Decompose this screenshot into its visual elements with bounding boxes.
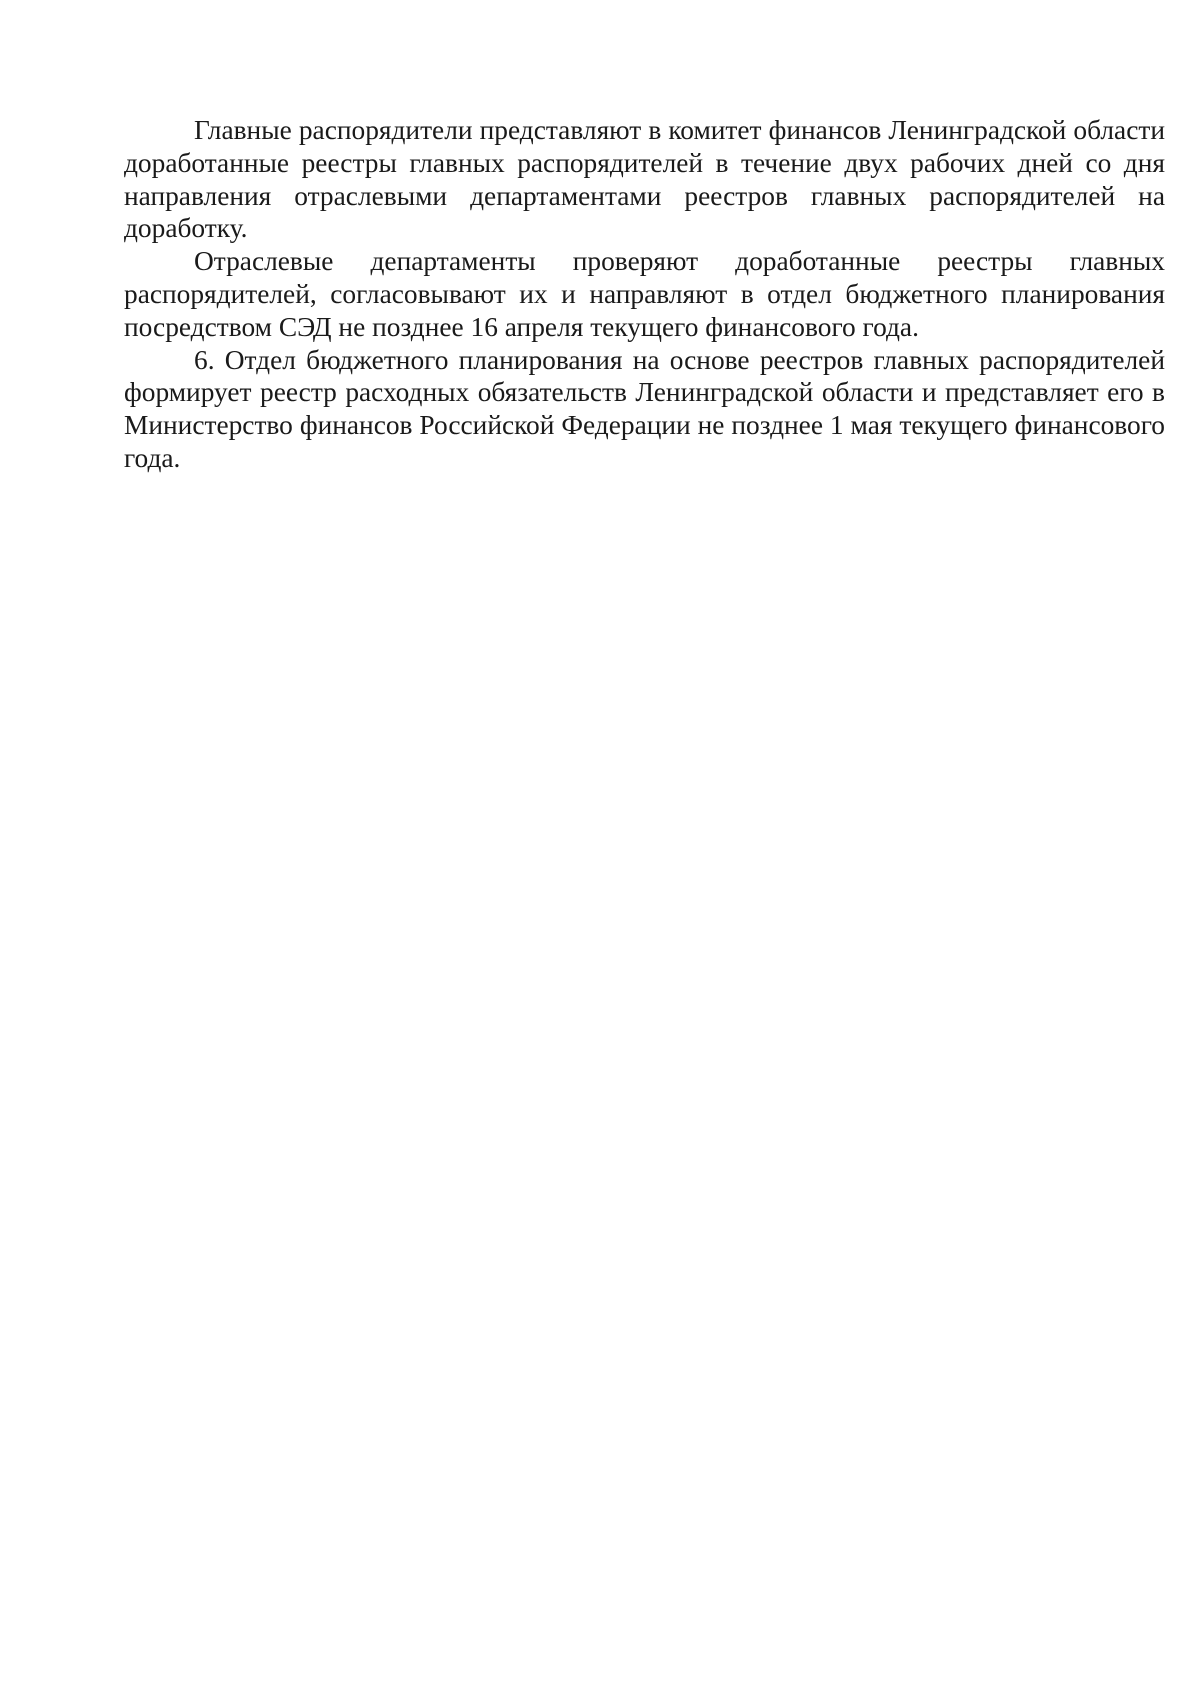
paragraph-departments-review: Отраслевые департаменты проверяют доработанные реестры главных распорядителей, согласовывают их и направляют в отдел бюджетного планирования посредством СЭД не позднее 16 апреля текущего финансового года.: [124, 246, 1165, 342]
paragraph-item-6: 6. Отдел бюджетного планирования на основе реестров главных распорядителей формирует реестр расходных обязательств Ленинградской области и представляет его в Министерство финансов Российской Федерации не позднее 1 мая текущего финансового года.: [124, 344, 1165, 473]
paragraph-registers-submission: Главные распорядители представляют в комитет финансов Ленинградской области доработанные реестры главных распорядителей в течение двух рабочих дней со дня направления отраслевыми департаментами реестров главных распорядителей на доработку.: [124, 115, 1165, 244]
document-body: [124, 114, 1165, 475]
